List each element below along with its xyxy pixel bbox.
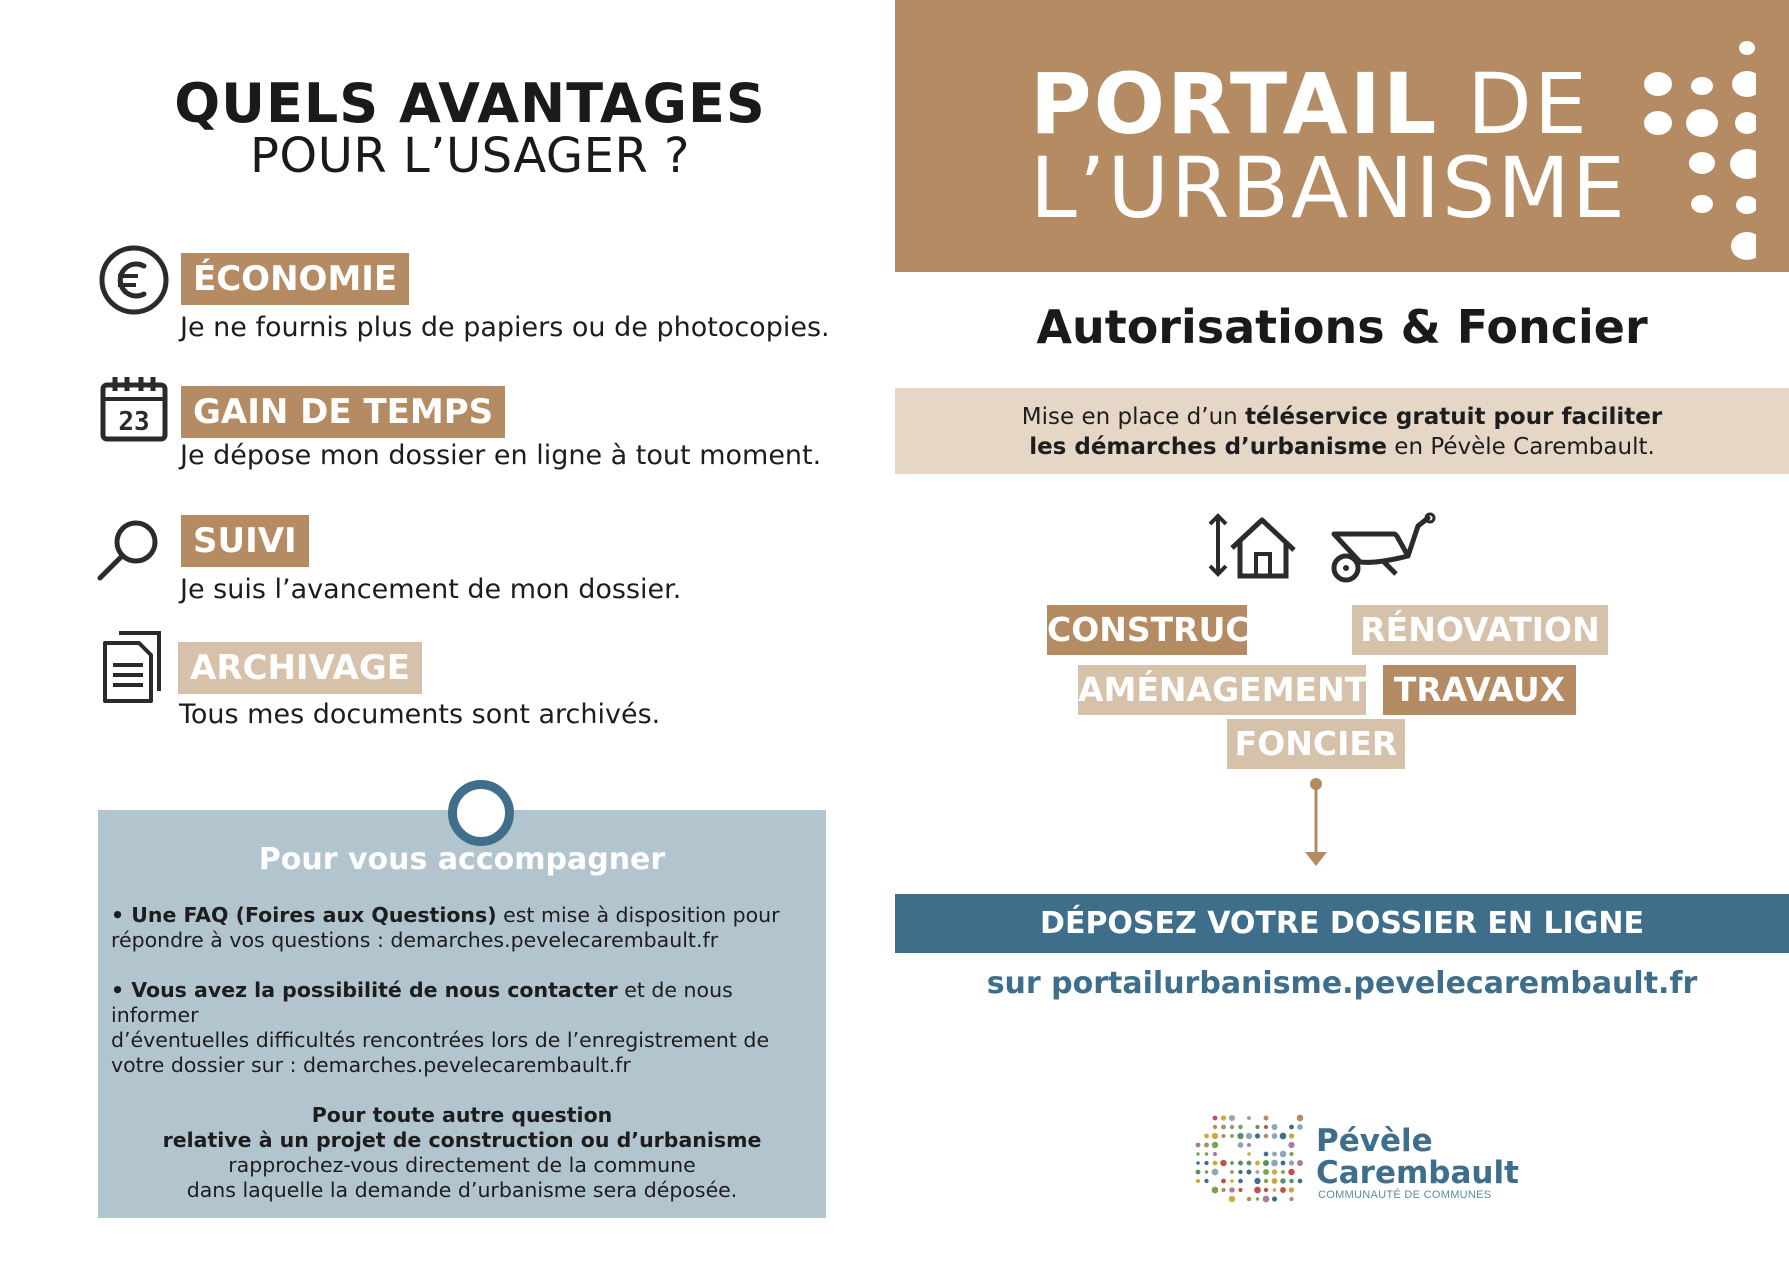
logo-dot xyxy=(1254,1178,1260,1184)
info-band-line2-b: en Pévèle Carembault. xyxy=(1386,434,1655,460)
logo-dot xyxy=(1230,1134,1234,1138)
logo-dot xyxy=(1238,1170,1242,1174)
logo-dot xyxy=(1213,1161,1218,1166)
house-height-icon xyxy=(1206,512,1298,580)
documents-icon xyxy=(101,629,165,705)
logo-dots-graphic xyxy=(1194,1113,1312,1205)
logo-dot xyxy=(1280,1178,1285,1183)
logo-dot xyxy=(1280,1151,1287,1158)
logo-dot xyxy=(1263,1196,1270,1203)
benefit-desc-economie: Je ne fournis plus de papiers ou de photocopies. xyxy=(180,312,830,343)
help-closing-line3: rapprochez-vous directement de la commune xyxy=(228,1153,696,1177)
logo-dot xyxy=(1238,1161,1243,1166)
logo-dot xyxy=(1297,1124,1303,1130)
logo-dot xyxy=(1272,1169,1277,1174)
hero-title-bold: PORTAIL xyxy=(1030,55,1439,153)
logo-dot xyxy=(1196,1152,1199,1155)
logo-dot xyxy=(1247,1197,1251,1201)
logo-dot xyxy=(1204,1134,1209,1139)
info-band-line1 xyxy=(895,404,1789,430)
help-ring-decoration xyxy=(448,780,514,846)
logo-dot xyxy=(1196,1179,1200,1183)
logo-dot xyxy=(1255,1161,1260,1166)
help-item-faq xyxy=(111,903,823,953)
left-title-line2: POUR L’USAGER ? xyxy=(249,128,691,184)
euro-icon xyxy=(98,244,170,316)
logo-dot xyxy=(1264,1188,1268,1192)
logo-dot xyxy=(1237,1133,1243,1139)
category-renovation: RÉNOVATION xyxy=(1352,605,1608,655)
logo-dot xyxy=(1255,1133,1260,1138)
logo-dot xyxy=(1220,1160,1226,1166)
help-item-faq-rest: est mise à disposition pour xyxy=(496,903,780,927)
down-arrow-icon xyxy=(1303,774,1329,870)
category-travaux: TRAVAUX xyxy=(1383,665,1576,715)
logo-dot xyxy=(1238,1125,1242,1129)
logo-dot xyxy=(1272,1196,1277,1201)
logo-dot xyxy=(1273,1188,1277,1192)
logo-text-carembault: Carembault xyxy=(1316,1155,1519,1191)
logo-dot xyxy=(1264,1152,1269,1157)
logo-dot xyxy=(1221,1134,1225,1138)
hero-title-line2: L’URBANISME xyxy=(1030,139,1627,237)
category-foncier: FONCIER xyxy=(1227,719,1405,769)
logo-dot xyxy=(1281,1170,1285,1174)
logo-dot xyxy=(1230,1161,1234,1165)
dots-decoration xyxy=(1636,34,1756,264)
logo-dot xyxy=(1204,1143,1209,1148)
help-closing-line1: Pour toute autre question xyxy=(311,1103,613,1127)
help-item-faq-bold: • Une FAQ (Foires aux Questions) xyxy=(111,903,497,927)
logo-dot xyxy=(1238,1142,1244,1148)
logo-dot xyxy=(1256,1197,1259,1200)
logo-dot xyxy=(1247,1161,1252,1166)
logo-dot xyxy=(1213,1116,1218,1121)
logo-dot xyxy=(1204,1161,1208,1165)
info-band xyxy=(895,388,1789,474)
logo-dot xyxy=(1289,1125,1294,1130)
help-closing-line2: relative à un projet de construction ou d’urbanisme xyxy=(162,1128,762,1152)
logo-dot xyxy=(1272,1133,1278,1139)
logo-dot xyxy=(1205,1152,1208,1155)
logo-dot xyxy=(1229,1196,1235,1202)
subtitle: Autorisations & Foncier xyxy=(1036,300,1648,354)
wheelbarrow-icon xyxy=(1326,512,1438,584)
logo-dot xyxy=(1264,1134,1268,1138)
category-amenagement: AMÉNAGEMENT xyxy=(1078,665,1366,715)
logo-dot xyxy=(1221,1115,1226,1120)
help-title: Pour vous accompagner xyxy=(258,842,666,877)
logo-dot xyxy=(1213,1152,1217,1156)
portal-url[interactable]: sur portailurbanisme.pevelecarembault.fr xyxy=(986,966,1698,1001)
info-band-line2-a: les démarches d’urbanisme xyxy=(1029,434,1387,460)
logo-dot xyxy=(1254,1187,1261,1194)
benefit-tag-gain-de-temps: GAIN DE TEMPS xyxy=(181,386,505,438)
logo-dot xyxy=(1263,1160,1269,1166)
logo-dot xyxy=(1213,1125,1217,1129)
logo-dot xyxy=(1264,1116,1269,1121)
logo-dot xyxy=(1246,1169,1251,1174)
help-item-faq-line2: répondre à vos questions : demarches.pevelecarembault.fr xyxy=(111,928,719,952)
magnifier-icon xyxy=(96,518,166,584)
logo-dot xyxy=(1229,1187,1234,1192)
logo-dot xyxy=(1212,1133,1218,1139)
logo-dot xyxy=(1298,1179,1303,1184)
logo-dot xyxy=(1247,1143,1251,1147)
info-band-line1-b: téléservice gratuit pour faciliter xyxy=(1245,404,1663,430)
calendar-icon-text: 23 xyxy=(118,407,150,437)
logo-dot xyxy=(1212,1187,1219,1194)
logo-dot xyxy=(1280,1187,1286,1193)
cta-banner: DÉPOSEZ VOTRE DOSSIER EN LIGNE xyxy=(895,894,1789,953)
logo-dot xyxy=(1289,1187,1294,1192)
hero-title-light: DE xyxy=(1438,55,1589,153)
info-band-line2 xyxy=(895,434,1789,460)
logo-dot xyxy=(1221,1125,1226,1130)
logo-text-subtitle: COMMUNAUTÉ DE COMMUNES xyxy=(1318,1189,1492,1201)
logo-dot xyxy=(1289,1160,1294,1165)
logo-dot xyxy=(1264,1179,1268,1183)
logo-dot xyxy=(1297,1160,1303,1166)
calendar-icon xyxy=(99,373,169,443)
help-item-contact-line3: votre dossier sur : demarches.pevelecarembault.fr xyxy=(111,1053,631,1077)
logo-dot xyxy=(1196,1143,1201,1148)
logo-dot xyxy=(1196,1161,1199,1164)
logo-dot xyxy=(1289,1179,1294,1184)
logo-dot xyxy=(1281,1161,1286,1166)
help-closing-line4: dans laquelle la demande d’urbanisme sera déposée. xyxy=(186,1178,738,1202)
logo-dot xyxy=(1272,1178,1278,1184)
logo-dot xyxy=(1238,1188,1242,1192)
benefit-tag-economie: ÉCONOMIE xyxy=(181,253,409,305)
logo-dot xyxy=(1288,1169,1294,1175)
logo-dot xyxy=(1221,1188,1225,1192)
benefit-tag-suivi: SUIVI xyxy=(181,515,309,567)
logo-dot xyxy=(1230,1179,1234,1183)
left-title-line1: QUELS AVANTAGES xyxy=(174,72,766,135)
logo-dot xyxy=(1212,1142,1218,1148)
logo-dot xyxy=(1264,1125,1268,1129)
benefit-tag-archivage: ARCHIVAGE xyxy=(178,642,422,694)
logo-dot xyxy=(1272,1152,1277,1157)
logo-dot xyxy=(1289,1197,1293,1201)
help-item-contact-line2: d’éventuelles difficultés rencontrées lors de l’enregistrement de xyxy=(111,1028,770,1052)
category-construction: CONSTRUCTION xyxy=(1047,605,1247,655)
logo-dot xyxy=(1246,1133,1252,1139)
logo-dot xyxy=(1229,1115,1235,1121)
logo-dot xyxy=(1247,1152,1251,1156)
logo-dot xyxy=(1230,1170,1234,1174)
logo-text-pevele: Pévèle xyxy=(1316,1123,1433,1159)
help-item-contact-bold: • Vous avez la possibilité de nous contacter xyxy=(111,978,618,1002)
hero-title-line1 xyxy=(1030,56,1589,152)
logo-dot xyxy=(1247,1116,1251,1120)
benefit-desc-gain-de-temps: Je dépose mon dossier en ligne à tout moment. xyxy=(180,440,822,471)
logo-dot xyxy=(1263,1169,1269,1175)
logo-dot xyxy=(1255,1125,1259,1129)
logo-dot xyxy=(1256,1170,1260,1174)
benefit-desc-suivi: Je suis l’avancement de mon dossier. xyxy=(180,574,682,605)
logo-dot xyxy=(1280,1133,1287,1140)
benefit-desc-archivage: Tous mes documents sont archivés. xyxy=(179,699,661,730)
logo-dot xyxy=(1238,1179,1243,1184)
help-item-contact-rest: et de nous informer xyxy=(111,978,733,1027)
logo-dot xyxy=(1221,1179,1226,1184)
logo-dot xyxy=(1212,1169,1219,1176)
help-closing xyxy=(98,1103,826,1203)
logo-dot xyxy=(1196,1170,1201,1175)
logo-dot xyxy=(1297,1115,1304,1122)
info-band-line1-a: Mise en place d’un xyxy=(1021,404,1246,430)
logo-dot xyxy=(1271,1160,1278,1167)
logo-dot xyxy=(1288,1142,1294,1148)
logo-dot xyxy=(1204,1179,1208,1183)
logo-dot xyxy=(1230,1125,1234,1129)
logo-dot xyxy=(1289,1133,1294,1138)
logo-dot xyxy=(1205,1170,1208,1173)
logo-dot xyxy=(1289,1152,1293,1156)
logo-dot xyxy=(1272,1124,1278,1130)
help-item-contact xyxy=(111,978,823,1078)
